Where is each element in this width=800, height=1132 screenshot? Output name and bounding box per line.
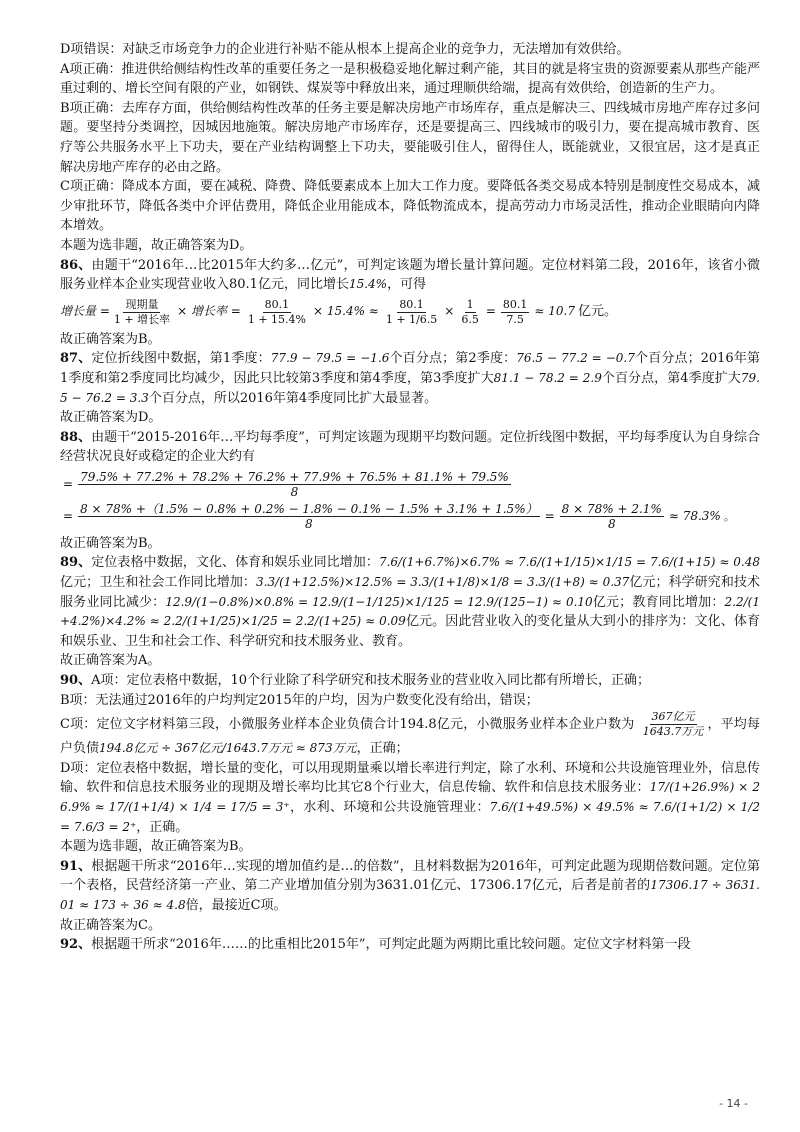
operator: = [485,304,496,319]
numerator: 1 [466,297,474,311]
operator: × [444,304,455,319]
question-text: 亿元；卫生和社会工作同比增加： [60,575,256,591]
formula-label: 增长量 = [60,304,110,319]
fraction [246,298,308,327]
question-number: 89、 [60,555,92,571]
fraction [112,298,172,327]
question-number: 92、 [60,937,92,953]
option-c-right: C项正确：降成本方面，要在减税、降费、降低要素成本上加大工作力度。要降低各类交易成本特别是制度性交易成本，减少审批环节，降低各类中介评估费用，降低企业用能成本，降低物流成本，提高劳动力市场灵活性，推动企业眼睛向内降本增效。 [60,179,760,234]
question-91 [60,857,760,916]
formula: 77.9 − 79.5 = −1.6 [270,351,390,366]
numerator: 80.1 [399,297,424,311]
answer-line: 故正确答案为B。 [60,535,161,551]
numerator: 8 × 78% + 2.1% [561,501,662,516]
period: 。 [723,509,735,523]
question-text: 个百分点；2016年第1季度和第2季度同比均减少，因此只比较第3季度和第4季度，第3季度扩大 [60,351,761,386]
option-a: A项：定位表格中数据，10个行业除了科学研究和技术服务业的营业收入同比都有所增长，正确； [91,673,651,689]
numerator: 8 × 78% +（1.5% − 0.8% + 0.2% − 1.8% − 0.1% − 1.5% + 3.1% + 1.5%） [80,501,538,516]
fraction [560,502,664,531]
formula: 17306.17 ÷ 3631.01 ≈ 173 ÷ 36 ≈ 4.8 [60,878,760,912]
question-text: 亿元；教育同比增加： [592,594,725,610]
question-text: ，平均每户负债 [60,717,760,757]
question-text: 个百分点，第4季度扩大 [601,370,741,386]
option-a-right: A项正确：推进供给侧结构性改革的重要任务之一是积极稳妥地化解过剩产能，其目的就是将宝贵的资源要素从那些产能严重过剩的、增长空间有限的产业，如钢铁、煤炭等中释放出来，通过理顺供给端，提高有效供给，创造新的生产力。 [60,61,760,97]
numerator: 80.1 [502,297,528,311]
formula: 79.5 − 76.2 = 3.3 [60,370,760,405]
option-b: B项：无法通过2016年的户均判定2015年的户均，因为户数变化没有给出，错误； [60,692,539,708]
question-text: 个百分点；第2季度： [389,351,517,367]
option-b-right: B项正确：去库存方面，供给侧结构性改革的任务主要是解决房地产市场库存，重点是解决三、四线城市房地产库存过多问题。要坚持分类调控，因城因地施策。解决房地产市场库存，还是要提高三、四线城市的吸引力，要在提高城市教育、医疗等公共服务水平上下功夫，要在产业结构调整上下功夫，要能吸引住人，留得住人，既能就业，又很宜居，这才是真正解决房地产库存的必由之路。 [60,100,760,175]
question-text: D项：定位表格中数据，增长量的变化，可以用现期量乘以增长率进行判定，除了水利、环境和公共设施管理业外，信息传输、软件和信息技术服务业的现期及增长率均比其它8个行业大，信息传输、软件和信息技术服务业： [60,760,760,796]
option-d [60,759,760,837]
operator: = [63,508,74,523]
denominator: 1 + 15.4% [247,312,306,326]
formula: 7.6/(1+6.7%)×6.7% ≈ 7.6/(1+1/15)×1/15 = 7.6/(1+15) ≈ 0.48 [378,555,760,570]
question-text: 由题干“2015-2016年…平均每季度”，可判定该题为现期平均数问题。定位折线图中数据，平均每季度认为自身综合经营状况良好或稳定的企业大约有 [60,429,760,465]
operator: = [544,508,555,523]
fraction [501,298,530,327]
formula: 7.6/(1+49.5%) × 49.5% ≈ 7.6/(1+1/2) × 1/2 = 7.6/3 = 2⁺ [60,800,760,834]
operator: × 增长率 = [177,304,241,319]
question-90 [60,671,760,691]
formula: 15.4% [348,277,388,292]
question-number: 86、 [60,257,92,273]
question-92 [60,935,760,955]
question-text: 根据题干所求“2016年…实现的增加值约是…的倍数”，且材料数据为2016年，可判定此题为现期倍数问题。定位第一个表格，民营经济第一产业、第二产业增加值分别为3631.01亿元、17306.17亿元，后者是前者的 [60,858,760,894]
denominator: 1 + 1/6.5 [385,312,438,326]
denominator: 6.5 [461,312,479,326]
formula: 194.8亿元 ÷ 367亿元/1643.7万元 ≈ 873万元 [99,741,357,756]
numerator: 现期量 [125,297,159,311]
question-number: 87、 [60,351,92,367]
question-text: 倍，最接近C项。 [185,897,287,913]
formula: 17/(1+26.9%) × 26.9% ≈ 17/(1+1/4) × 1/4 = 17/5 = 3⁺ [60,780,760,814]
denominator: 8 [290,484,299,499]
question-88 [60,428,760,467]
question-text: C项：定位文字材料第三段，小微服务业样本企业负债合计194.8亿元，小微服务业样本企业户数为 [60,717,635,733]
fraction [78,502,540,531]
question-text: 亿元。因此营业收入的变化量从大到小的排序为：文化、体育和娱乐业、卫生和社会工作、科学研究和技术服务业、教育。 [60,614,760,649]
answer-line: 本题为选非题，故正确答案为D。 [60,237,253,253]
question-text: ，正确。 [136,819,189,835]
formula: 2.2/(1+4.2%)×4.2% ≈ 2.2/(1+1/25)×1/25 = 2.2/(1+25) ≈ 0.09 [60,594,760,629]
operator: × 15.4% ≈ [313,304,379,319]
formula: 12.9/(1−0.8%)×0.8% = 12.9/(1−1/125)×1/125 = 12.9/(125−1) ≈ 0.10 [165,594,593,609]
question-text: 定位折线图中数据，第1季度： [91,351,271,367]
question-89 [60,553,760,651]
formula-88-line1 [60,470,760,499]
question-text: ，可得 [387,277,427,293]
question-text: ，水利、环境和公共设施管理业： [289,800,490,815]
numerator: 80.1 [264,297,290,311]
document-page [60,40,760,955]
page-number: - 14 - [719,1097,748,1110]
fraction [384,298,439,327]
operator: ≈ 78.3% [668,508,721,523]
denominator: 7.5 [506,312,524,326]
question-text: 由题干“2016年…比2015年大约多…亿元”，可判定该题为增长量计算问题。定位材料第二段，2016年，该省小微服务业样本企业实现营业收入80.1亿元，同比增长 [60,257,761,293]
numerator: 367亿元 [651,710,695,724]
answer-line: 故正确答案为B。 [60,331,161,347]
formula: 3.3/(1+12.5%)×12.5% = 3.3/(1+1/8)×1/8 = 3.3/(1+8) ≈ 0.37 [256,575,630,590]
operator: ≈ 10.7 [534,304,575,319]
fraction [641,710,706,739]
denominator: 8 [607,516,616,531]
denominator: 8 [305,516,313,531]
formula: 76.5 − 77.2 = −0.7 [516,351,635,366]
fraction [78,470,511,499]
answer-line: 故正确答案为D。 [60,410,162,426]
option-d-wrong: D项错误：对缺乏市场竞争力的企业进行补贴不能从根本上提高企业的竞争力，无法增加有效供给。 [60,42,630,57]
question-number: 90、 [60,673,92,689]
question-text: 个百分点，所以2016年第4季度同比扩大最显著。 [148,390,438,406]
question-text: 亿元；科学研究和技术服务业同比减少： [60,575,760,610]
question-86 [60,256,760,295]
question-87 [60,349,760,408]
denominator: 1643.7万元 [642,725,704,739]
answer-line: 故正确答案为C。 [60,917,161,933]
question-text: ，正确； [356,741,409,757]
denominator: 1 + 增长率 [113,312,171,326]
formula: 81.1 − 78.2 = 2.9 [493,370,602,385]
numerator: 79.5% + 77.2% + 78.2% + 76.2% + 77.9% + 76.5% + 81.1% + 79.5% [80,469,509,484]
fraction [459,298,481,327]
answer-line: 故正确答案为A。 [60,653,161,669]
formula-88-line2 [60,502,760,531]
formula-86 [60,298,760,327]
question-text: 定位表格中数据，文化、体育和娱乐业同比增加： [91,555,379,571]
option-c [60,710,760,759]
question-number: 91、 [60,858,92,874]
question-text: 根据题干所求“2016年……的比重相比2015年”，可判定此题为两期比重比较问题。定位文字材料第一段 [91,937,691,953]
unit: 亿元。 [578,304,618,320]
question-number: 88、 [60,429,92,445]
answer-line: 本题为选非题，故正确答案为B。 [60,839,252,855]
operator: = [63,476,74,491]
